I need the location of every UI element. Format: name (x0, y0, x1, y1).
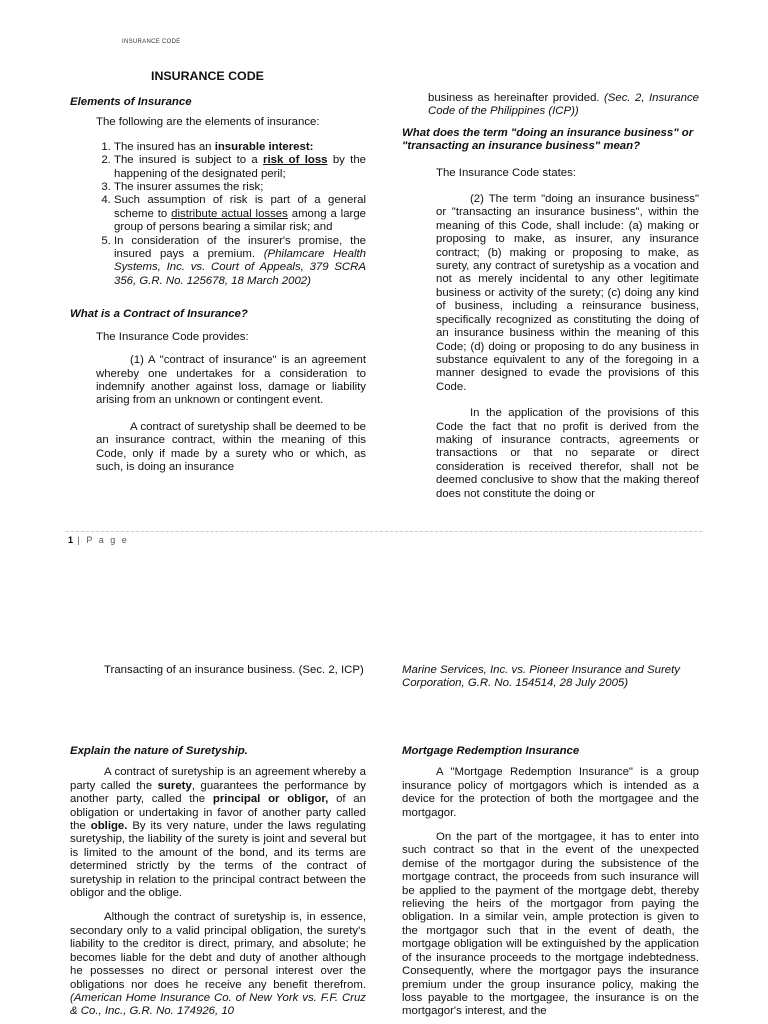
mri-heading: Mortgage Redemption Insurance (402, 745, 580, 757)
list-item: 5. In consideration of the insurer's promise, the insured pays a premium. (Philamcare Health Systems, Inc. vs. Court of Appeals, 379 SCRA 356, G.R. No. 125678, 18 March 2002) (114, 235, 366, 289)
doing-business-heading: What does the term "doing an insurance business" or "transacting an insurance business" mean? (402, 126, 694, 153)
code-states: The Insurance Code states: (436, 166, 576, 179)
page2-right-column (402, 745, 699, 1019)
page-divider (66, 531, 702, 532)
contract-heading: What is a Contract of Insurance? (70, 308, 248, 321)
elements-list (96, 141, 366, 288)
page2-right-continuation: Marine Services, Inc. vs. Pioneer Insurance and Surety Corporation, G.R. No. 154514, 28 July 2005) (402, 664, 680, 690)
page2-left-continuation: Transacting of an insurance business. (Sec. 2, ICP) (104, 664, 364, 676)
suretyship-paragraph-1: A contract of suretyship is an agreement whereby a party called the surety, guarantees the performance by another party, called the principal or obligor, of an obligation or undertaking in favor of another party called the oblige. By its very nature, under the laws regulating suretyship, the liability of the surety is joint and several but is limited to the amount of the bond, and its terms are determined strictly by the terms of the contract of suretyship in relation to the principal contract between the obligor and the oblige. (70, 766, 367, 900)
code-provides: The Insurance Code provides: (96, 330, 249, 343)
contract-definition: (1) A "contract of insurance" is an agreement whereby one undertakes for a consideration to indemnify another against loss, damage or liability arising from an unknown or contingent event. (96, 354, 366, 407)
doing-business-definition: (2) The term "doing an insurance business" or "transacting an insurance business", within the meaning of this Code, shall include: (a) making or proposing to make, as insurer, any insurance contract; (b) making or proposing to make, as surety, any contract of suretyship as a vocation and not as merely incidental to any other legitimate business or activity of the surety; (c) doing any kind of business, including a reinsurance business, specifically recognized as constituting the doing of an insurance business within the meaning of this Code; (d) doing or proposing to do any business in substance equivalent to any of the foregoing in a manner designed to evade the provisions of this Code. (436, 193, 699, 393)
list-item: 4. Such assumption of risk is part of a general scheme to distribute actual losses among a large group of persons bearing a similar risk; and (114, 194, 366, 234)
page-title: INSURANCE CODE (151, 69, 264, 83)
list-item: 1. The insured has an insurable interest: (114, 141, 366, 154)
suretyship-definition: A contract of suretyship shall be deemed to be an insurance contract, within the meaning of this Code, only if made by a surety who or which, as such, is doing an insurance (96, 420, 366, 473)
page-number: 1 | P a g e (68, 535, 129, 545)
elements-heading: Elements of Insurance (70, 96, 192, 108)
running-header: INSURANCE CODE (122, 39, 181, 45)
list-item: 3. The insurer assumes the risk; (114, 181, 366, 194)
mri-paragraph-1: A "Mortgage Redemption Insurance" is a group insurance policy of mortgagors which is intended as a device for the protection of both the mortgagee and the mortgagor. (402, 766, 699, 819)
list-item: 2. The insured is subject to a risk of loss by the happening of the designated peril; (114, 154, 366, 181)
mri-paragraph-2: On the part of the mortgagee, it has to enter into such contract so that in the event of the unexpected demise of the mortgagor during the subsistence of the mortgage contract, the proceeds from such insurance will be applied to the payment of the mortgage debt, thereby relieving the heirs of the mortgagor from paying the obligation. In a similar vein, ample protection is given to the mortgagor such that in the event of death, the mortgage obligation will be extinguished by the application of the insurance proceeds to the mortgage indebtedness. Consequently, where the mortgagor pays the insurance premium under the group insurance policy, making the loss payable to the mortgagee, the insurance is on the mortgagor's interest, and the (402, 831, 699, 1018)
page2-left-column (70, 745, 366, 1019)
suretyship-paragraph-2: Although the contract of suretyship is, in essence, secondary only to a valid principal obligation, the surety's liability to the creditor is direct, primary, and absolute; he becomes liable for the debt and duty of another although he possesses no direct or personal interest over the obligations nor does he receive any benefit therefrom. (American Home Insurance Co. of New York vs. F.F. Cruz & Co., Inc., G.R. No. 174926, 10 (70, 911, 366, 1018)
suretyship-heading: Explain the nature of Suretyship. (70, 745, 248, 757)
application-paragraph: In the application of the provisions of this Code the fact that no profit is derived from the making of insurance contracts, agreements or transactions or that no separate or direct consideration is received therefor, shall not be deemed conclusive to show that the making thereof does not constitute the doing or (436, 407, 699, 500)
right-continuation: business as hereinafter provided. (Sec. 2, Insurance Code of the Philippines (ICP)) (428, 92, 699, 118)
page1-left-column (70, 70, 366, 474)
page1-right-column (402, 92, 699, 501)
elements-intro: The following are the elements of insurance: (96, 116, 320, 129)
